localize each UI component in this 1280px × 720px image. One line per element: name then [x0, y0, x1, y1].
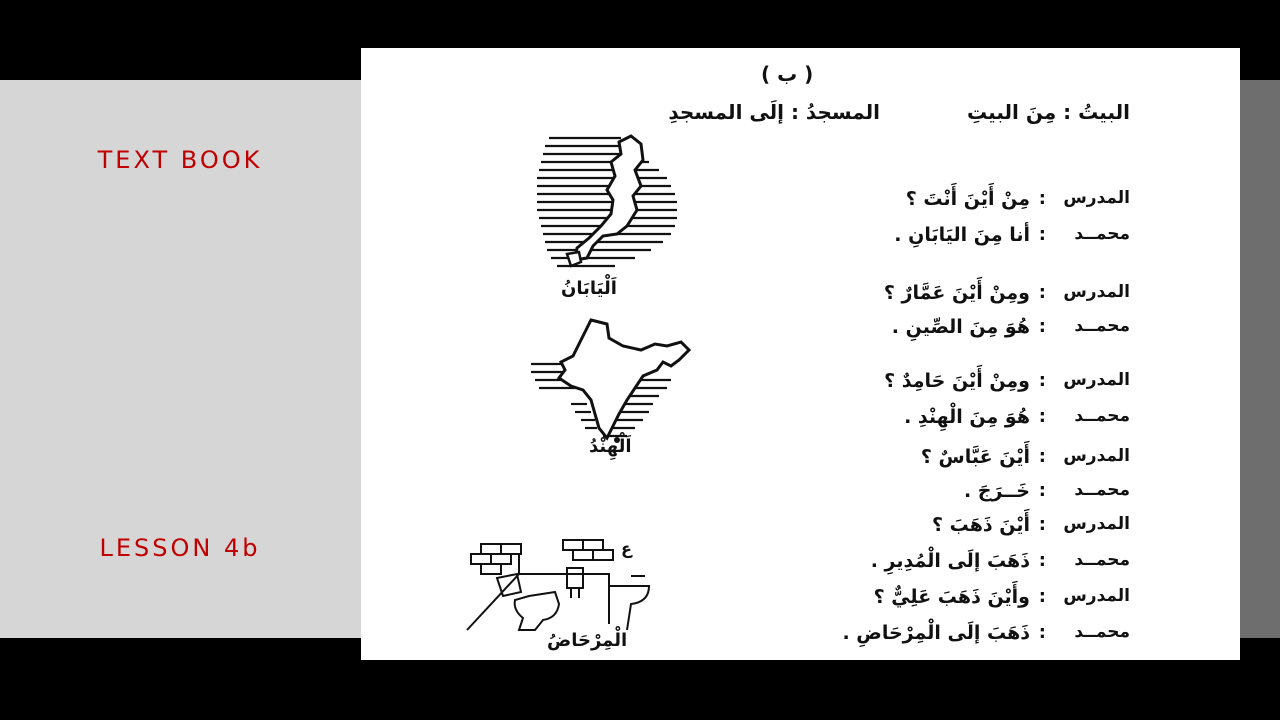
- dialogue-text: ذَهَبَ إلَى الْمِرْحَاضِ .: [842, 622, 1030, 644]
- dialogue-separator: :: [1038, 446, 1046, 467]
- dialogue-line: [750, 224, 1130, 254]
- dialogue-line: [750, 622, 1130, 652]
- dialogue-separator: :: [1038, 370, 1046, 391]
- dialogue-line: [750, 370, 1130, 400]
- dialogue-speaker: محمــد: [1074, 316, 1130, 336]
- dialogue-text: وأَيْنَ ذَهَبَ عَلِيٌّ ؟: [873, 586, 1030, 608]
- dialogue-speaker: المدرس: [1063, 188, 1130, 208]
- dialogue-text: ومِنْ أَيْنَ حَامِدٌ ؟: [884, 370, 1030, 392]
- japan-map-illustration: [531, 130, 691, 280]
- dialogue-separator: :: [1038, 480, 1046, 501]
- dialogue-text: خَــرَجَ .: [963, 480, 1030, 502]
- dialogue-speaker: محمــد: [1074, 406, 1130, 426]
- right-edge-shade: [1240, 80, 1280, 638]
- dialogue-speaker: المدرس: [1063, 282, 1130, 302]
- dialogue-line: [750, 406, 1130, 436]
- dialogue-line: [750, 282, 1130, 312]
- toilet-illustration: [459, 534, 669, 644]
- dialogue-separator: :: [1038, 406, 1046, 427]
- dialogue-speaker: محمــد: [1074, 224, 1130, 244]
- dialogue-line: [750, 586, 1130, 616]
- dialogue-text: أَيْنَ ذَهَبَ ؟: [931, 514, 1030, 536]
- dialogue-line: [750, 188, 1130, 218]
- dialogue-text: ومِنْ أَيْنَ عَمَّارٌ ؟: [883, 282, 1030, 304]
- india-map-illustration: [531, 316, 701, 446]
- dialogue-separator: :: [1038, 586, 1046, 607]
- dialogue-separator: :: [1038, 550, 1046, 571]
- dialogue-line: [750, 316, 1130, 346]
- dialogue-speaker: المدرس: [1063, 370, 1130, 390]
- caption-india: اَلْهِنْدُ: [589, 436, 632, 457]
- dialogue-line: [750, 514, 1130, 544]
- lesson-label: LESSON 4b: [99, 534, 261, 562]
- dialogue-text: مِنْ أَيْنَ أَنْتَ ؟: [905, 188, 1030, 210]
- dialogue-line: [750, 480, 1130, 510]
- dialogue-speaker: محمــد: [1074, 622, 1130, 642]
- dialogue-text: أنا مِنَ اليَابَانِ .: [894, 224, 1030, 246]
- header-house: البيتُ : مِنَ البيتِ: [967, 100, 1130, 124]
- dialogue-separator: :: [1038, 514, 1046, 535]
- dialogue-line: [750, 550, 1130, 580]
- dialogue-speaker: المدرس: [1063, 446, 1130, 466]
- text-book-label: TEXT BOOK: [97, 146, 263, 174]
- dialogue-speaker: المدرس: [1063, 514, 1130, 534]
- dialogue-line: [750, 446, 1130, 476]
- dialogue-separator: :: [1038, 622, 1046, 643]
- dialogue-text: أَيْنَ عَبَّاسٌ ؟: [920, 446, 1030, 468]
- caption-japan: اَلْيَابَانُ: [561, 278, 617, 299]
- dialogue-separator: :: [1038, 224, 1046, 245]
- dialogue-speaker: محمــد: [1074, 480, 1130, 500]
- dialogue-speaker: المدرس: [1063, 586, 1130, 606]
- textbook-page: [361, 48, 1240, 660]
- dialogue-separator: :: [1038, 188, 1046, 209]
- dialogue-text: هُوَ مِنَ الْهِنْدِ .: [904, 406, 1030, 428]
- dialogue-text: هُوَ مِنَ الصِّينِ .: [891, 316, 1030, 338]
- dialogue-separator: :: [1038, 316, 1046, 337]
- dialogue-text: ذَهَبَ إلَى الْمُدِيرِ .: [870, 550, 1030, 572]
- header-mosque: المسجدُ : إلَى المسجدِ: [668, 100, 880, 124]
- caption-toilet: الْمِرْحَاضُ: [547, 630, 628, 651]
- svg-text:ع: ع: [621, 539, 632, 558]
- dialogue-speaker: محمــد: [1074, 550, 1130, 570]
- dialogue-separator: :: [1038, 282, 1046, 303]
- section-marker: ( ب ): [761, 62, 814, 86]
